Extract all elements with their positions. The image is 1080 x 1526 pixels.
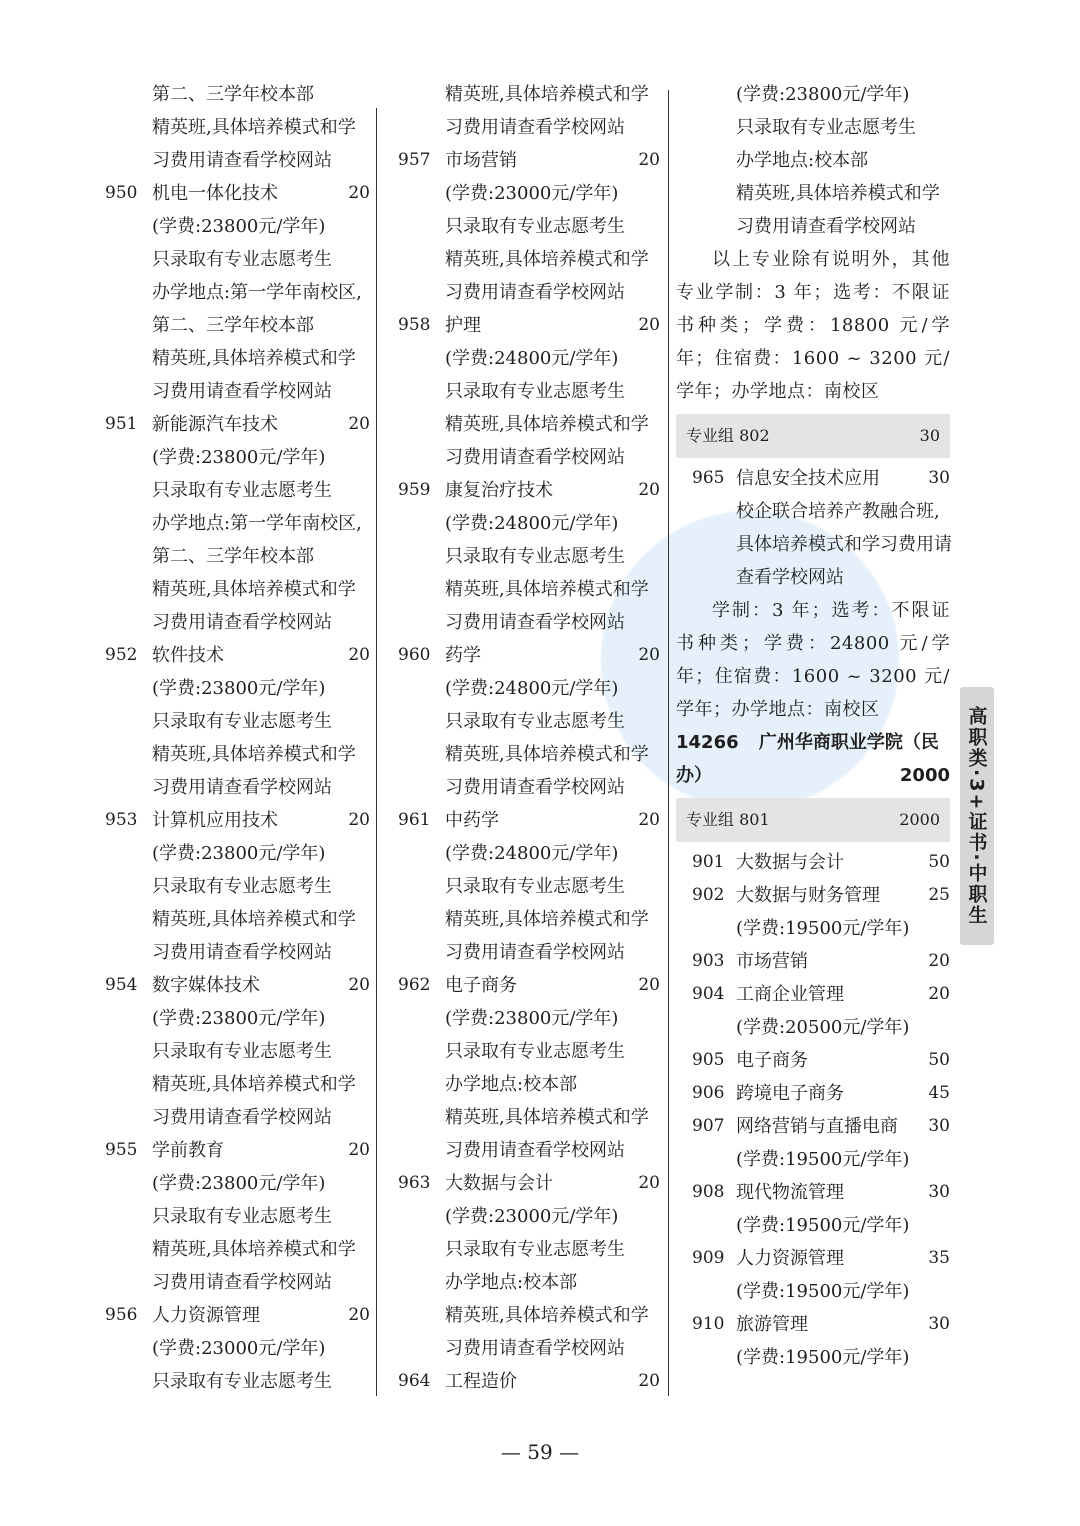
major-detail-line <box>676 528 950 561</box>
major-detail-line <box>676 1341 950 1374</box>
major-detail-line <box>676 495 950 528</box>
detail-text: 办学地点:校本部 <box>445 1272 578 1293</box>
major-name: 旅游管理 <box>736 1314 808 1335</box>
major-code: 962 <box>398 975 431 995</box>
major-detail-line <box>676 912 950 945</box>
major-detail-line <box>676 1011 950 1044</box>
major-detail-line <box>398 936 660 969</box>
major-quota: 20 <box>638 645 660 665</box>
detail-text: 精英班,具体培养模式和学 <box>152 744 356 765</box>
major-detail-line <box>398 540 660 573</box>
major-detail-line <box>398 738 660 771</box>
major-entry <box>676 846 950 879</box>
side-category-label: 高职类·3+证书·中职生 <box>965 706 988 926</box>
major-detail-line <box>398 408 660 441</box>
detail-text: 只录取有专业志愿考生 <box>152 480 332 501</box>
detail-text: 精英班,具体培养模式和学 <box>152 579 356 600</box>
major-detail-line <box>105 474 370 507</box>
major-detail-line <box>105 1233 370 1266</box>
major-entry <box>398 144 660 177</box>
detail-text: 只录取有专业志愿考生 <box>445 546 625 567</box>
detail-text: (学费:23800元/学年) <box>152 843 326 864</box>
major-detail-line <box>398 1101 660 1134</box>
detail-text: 习费用请查看学校网站 <box>445 612 625 633</box>
side-category-tab <box>960 687 994 945</box>
detail-text: (学费:23000元/学年) <box>152 1338 326 1359</box>
major-detail-line <box>398 1035 660 1068</box>
major-entry <box>105 639 370 672</box>
detail-text: (学费:23000元/学年) <box>445 1206 619 1227</box>
major-detail-line <box>398 705 660 738</box>
major-name: 机电一体化技术 <box>152 183 278 204</box>
major-detail-line <box>398 1266 660 1299</box>
column-3-top-list <box>676 78 950 243</box>
major-detail-line <box>398 210 660 243</box>
major-entry <box>676 1176 950 1209</box>
major-detail-line <box>105 903 370 936</box>
major-detail-line <box>398 1200 660 1233</box>
group-label: 专业组 801 <box>686 810 770 829</box>
major-detail-line <box>105 144 370 177</box>
major-detail-line <box>105 1332 370 1365</box>
major-code: 951 <box>105 414 138 434</box>
column-1 <box>105 78 370 1398</box>
detail-text: (学费:24800元/学年) <box>445 678 619 699</box>
detail-text: 第二、三学年校本部 <box>152 315 314 336</box>
group-quota: 30 <box>919 426 940 445</box>
major-quota: 25 <box>928 885 950 905</box>
major-name: 新能源汽车技术 <box>152 414 278 435</box>
detail-text: (学费:23800元/学年) <box>152 216 326 237</box>
major-name: 学前教育 <box>152 1140 224 1161</box>
major-code: 953 <box>105 810 138 830</box>
detail-text: (学费:23800元/学年) <box>152 1173 326 1194</box>
detail-text: 习费用请查看学校网站 <box>445 447 625 468</box>
major-detail-line <box>398 1134 660 1167</box>
major-quota: 45 <box>928 1083 950 1103</box>
note-paragraph-1: 以上专业除有说明外，其他专业学制：3 年；选考：不限证书种类；学费：18800 元/学年；住宿费：1600 ~ 3200 元/学年；办学地点：南校区 <box>676 249 950 402</box>
major-detail-line <box>398 903 660 936</box>
major-name: 药学 <box>445 645 481 666</box>
detail-text: 只录取有专业志愿考生 <box>152 876 332 897</box>
detail-text: 习费用请查看学校网站 <box>152 777 332 798</box>
major-entry <box>398 1365 660 1398</box>
major-detail-line <box>676 1275 950 1308</box>
major-entry <box>105 408 370 441</box>
detail-text: 办学地点:校本部 <box>445 1074 578 1095</box>
major-code: 909 <box>692 1248 725 1268</box>
detail-text: 查看学校网站 <box>736 567 844 588</box>
major-code: 965 <box>692 468 725 488</box>
column-3-bottom-list <box>676 846 950 1374</box>
major-entry <box>676 1242 950 1275</box>
major-detail-line <box>398 870 660 903</box>
major-quota: 30 <box>928 1314 950 1334</box>
major-code: 910 <box>692 1314 725 1334</box>
detail-text: 精英班,具体培养模式和学 <box>445 414 649 435</box>
major-entry <box>105 177 370 210</box>
major-detail-line <box>676 144 950 177</box>
major-name: 大数据与会计 <box>445 1173 553 1194</box>
major-entry <box>676 1110 950 1143</box>
detail-text: (学费:23800元/学年) <box>152 678 326 699</box>
detail-text: 习费用请查看学校网站 <box>445 942 625 963</box>
major-code: 963 <box>398 1173 431 1193</box>
major-code: 906 <box>692 1083 725 1103</box>
detail-text: 只录取有专业志愿考生 <box>445 876 625 897</box>
major-code: 902 <box>692 885 725 905</box>
major-detail-line <box>676 1209 950 1242</box>
major-detail-line <box>105 78 370 111</box>
major-name: 市场营销 <box>736 951 808 972</box>
detail-text: 只录取有专业志愿考生 <box>152 249 332 270</box>
major-detail-line <box>676 210 950 243</box>
major-detail-line <box>398 837 660 870</box>
group-quota: 2000 <box>899 810 940 829</box>
major-name: 工程造价 <box>445 1371 517 1392</box>
major-group-801 <box>676 798 950 842</box>
major-detail-line <box>398 1233 660 1266</box>
major-name: 电子商务 <box>736 1050 808 1071</box>
detail-text: 精英班,具体培养模式和学 <box>736 183 940 204</box>
major-entry <box>105 1299 370 1332</box>
major-entry <box>398 474 660 507</box>
major-detail-line <box>398 606 660 639</box>
major-name: 中药学 <box>445 810 499 831</box>
major-entry <box>105 804 370 837</box>
major-quota: 20 <box>348 975 370 995</box>
detail-text: 具体培养模式和学习费用请 <box>736 534 952 555</box>
major-code: 950 <box>105 183 138 203</box>
detail-text: 精英班,具体培养模式和学 <box>445 744 649 765</box>
major-entry <box>398 804 660 837</box>
detail-text: (学费:23000元/学年) <box>445 183 619 204</box>
major-detail-line <box>105 375 370 408</box>
major-name: 大数据与会计 <box>736 852 844 873</box>
detail-text: 只录取有专业志愿考生 <box>152 1041 332 1062</box>
major-name: 现代物流管理 <box>736 1182 844 1203</box>
major-quota: 20 <box>638 150 660 170</box>
major-detail-line <box>105 441 370 474</box>
major-name: 计算机应用技术 <box>152 810 278 831</box>
major-code: 908 <box>692 1182 725 1202</box>
major-detail-line <box>105 870 370 903</box>
major-code: 958 <box>398 315 431 335</box>
major-name: 大数据与财务管理 <box>736 885 880 906</box>
major-detail-line <box>676 78 950 111</box>
detail-text: 精英班,具体培养模式和学 <box>152 1239 356 1260</box>
column-3 <box>676 78 950 1374</box>
major-detail-line <box>676 111 950 144</box>
major-detail-line <box>105 1035 370 1068</box>
major-entry <box>398 1167 660 1200</box>
major-detail-line <box>105 1167 370 1200</box>
major-detail-line <box>398 507 660 540</box>
detail-text: (学费:24800元/学年) <box>445 513 619 534</box>
detail-text: 只录取有专业志愿考生 <box>445 216 625 237</box>
major-quota: 30 <box>928 1116 950 1136</box>
detail-text: (学费:19500元/学年) <box>736 1215 910 1236</box>
major-quota: 20 <box>928 951 950 971</box>
detail-text: 精英班,具体培养模式和学 <box>152 348 356 369</box>
major-quota: 30 <box>928 1182 950 1202</box>
major-detail-line <box>398 342 660 375</box>
major-detail-line <box>105 276 370 309</box>
page-number: — 59 — <box>500 1440 580 1464</box>
major-detail-line <box>398 441 660 474</box>
detail-text: 精英班,具体培养模式和学 <box>445 579 649 600</box>
group-label: 专业组 802 <box>686 426 770 445</box>
detail-text: 习费用请查看学校网站 <box>152 1272 332 1293</box>
detail-text: 习费用请查看学校网站 <box>445 282 625 303</box>
major-quota: 50 <box>928 1050 950 1070</box>
detail-text: 精英班,具体培养模式和学 <box>445 909 649 930</box>
major-code: 952 <box>105 645 138 665</box>
major-detail-line <box>105 243 370 276</box>
major-detail-line <box>398 276 660 309</box>
major-detail-line <box>105 837 370 870</box>
major-detail-line <box>676 561 950 594</box>
major-quota: 20 <box>638 810 660 830</box>
major-entry <box>398 969 660 1002</box>
major-code: 901 <box>692 852 725 872</box>
detail-text: 习费用请查看学校网站 <box>152 150 332 171</box>
major-name: 人力资源管理 <box>736 1248 844 1269</box>
major-code: 904 <box>692 984 725 1004</box>
major-detail-line <box>105 573 370 606</box>
detail-text: (学费:23800元/学年) <box>445 1008 619 1029</box>
major-quota: 20 <box>348 810 370 830</box>
major-detail-line <box>398 771 660 804</box>
detail-text: 只录取有专业志愿考生 <box>445 711 625 732</box>
major-detail-line <box>105 1365 370 1398</box>
major-detail-line <box>676 177 950 210</box>
detail-text: 第二、三学年校本部 <box>152 546 314 567</box>
major-quota: 20 <box>348 414 370 434</box>
major-code: 954 <box>105 975 138 995</box>
major-entry <box>398 309 660 342</box>
major-entry <box>676 879 950 912</box>
major-quota: 20 <box>638 1371 660 1391</box>
major-detail-line <box>105 1101 370 1134</box>
major-name: 护理 <box>445 315 481 336</box>
detail-text: (学费:23800元/学年) <box>736 84 910 105</box>
column-divider-right <box>668 90 669 1396</box>
major-detail-line <box>398 243 660 276</box>
detail-text: 习费用请查看学校网站 <box>445 777 625 798</box>
major-detail-line <box>105 507 370 540</box>
major-detail-line <box>105 1068 370 1101</box>
major-quota: 35 <box>928 1248 950 1268</box>
major-detail-line <box>105 1002 370 1035</box>
detail-text: 只录取有专业志愿考生 <box>736 117 916 138</box>
major-quota: 20 <box>348 1305 370 1325</box>
major-detail-line <box>676 1143 950 1176</box>
detail-text: 办学地点:第一学年南校区, <box>152 282 362 303</box>
institution-code: 14266 <box>676 732 739 753</box>
detail-text: 精英班,具体培养模式和学 <box>445 249 649 270</box>
detail-text: 精英班,具体培养模式和学 <box>152 117 356 138</box>
major-detail-line <box>105 1266 370 1299</box>
major-entry <box>105 1134 370 1167</box>
major-detail-line <box>105 210 370 243</box>
major-detail-line <box>105 540 370 573</box>
major-detail-line <box>398 375 660 408</box>
major-entry <box>676 945 950 978</box>
major-quota: 50 <box>928 852 950 872</box>
detail-text: 习费用请查看学校网站 <box>445 1140 625 1161</box>
detail-text: (学费:23800元/学年) <box>152 1008 326 1029</box>
major-quota: 30 <box>928 468 950 488</box>
major-detail-line <box>105 342 370 375</box>
major-quota: 20 <box>638 315 660 335</box>
major-code: 961 <box>398 810 431 830</box>
major-name: 信息安全技术应用 <box>736 468 880 489</box>
major-quota: 20 <box>348 183 370 203</box>
major-detail-line <box>398 672 660 705</box>
column-2 <box>398 78 660 1398</box>
major-name: 电子商务 <box>445 975 517 996</box>
detail-text: 精英班,具体培养模式和学 <box>152 1074 356 1095</box>
major-name: 市场营销 <box>445 150 517 171</box>
major-quota: 20 <box>348 645 370 665</box>
detail-text: 只录取有专业志愿考生 <box>152 711 332 732</box>
major-code: 903 <box>692 951 725 971</box>
major-name: 跨境电子商务 <box>736 1083 844 1104</box>
major-detail-line <box>398 1002 660 1035</box>
detail-text: 第二、三学年校本部 <box>152 84 314 105</box>
major-name: 网络营销与直播电商 <box>736 1116 898 1137</box>
detail-text: 习费用请查看学校网站 <box>152 381 332 402</box>
major-code: 959 <box>398 480 431 500</box>
detail-text: 办学地点:校本部 <box>736 150 869 171</box>
detail-text: (学费:19500元/学年) <box>736 1347 910 1368</box>
major-detail-line <box>105 738 370 771</box>
major-quota: 20 <box>638 975 660 995</box>
major-code: 956 <box>105 1305 138 1325</box>
major-code: 905 <box>692 1050 725 1070</box>
detail-text: (学费:19500元/学年) <box>736 1281 910 1302</box>
detail-text: 校企联合培养产教融合班, <box>736 501 940 522</box>
major-code: 955 <box>105 1140 138 1160</box>
major-name: 软件技术 <box>152 645 224 666</box>
detail-text: 习费用请查看学校网站 <box>445 117 625 138</box>
major-entry <box>398 639 660 672</box>
column-divider-left <box>376 108 377 1396</box>
major-group-802 <box>676 414 950 458</box>
major-entry <box>676 1044 950 1077</box>
major-quota: 20 <box>348 1140 370 1160</box>
major-code: 960 <box>398 645 431 665</box>
major-quota: 20 <box>928 984 950 1004</box>
major-detail-line <box>105 771 370 804</box>
detail-text: (学费:23800元/学年) <box>152 447 326 468</box>
major-code: 964 <box>398 1371 431 1391</box>
major-detail-line <box>398 573 660 606</box>
major-detail-line <box>105 111 370 144</box>
detail-text: 习费用请查看学校网站 <box>152 942 332 963</box>
note-paragraph-2: 学制：3 年；选考：不限证书种类；学费：24800 元/学年；住宿费：1600 ~ 3200 元/学年；办学地点：南校区 <box>676 600 950 720</box>
detail-text: 只录取有专业志愿考生 <box>445 1041 625 1062</box>
major-detail-line <box>105 309 370 342</box>
major-detail-line <box>105 1200 370 1233</box>
major-name: 数字媒体技术 <box>152 975 260 996</box>
major-entry <box>105 969 370 1002</box>
column-3-mid-list <box>676 462 950 594</box>
major-quota: 20 <box>638 480 660 500</box>
detail-text: (学费:20500元/学年) <box>736 1017 910 1038</box>
major-detail-line <box>398 111 660 144</box>
major-detail-line <box>398 1068 660 1101</box>
institution-name: 广州华商职业学院（民办） <box>676 732 939 786</box>
detail-text: 精英班,具体培养模式和学 <box>445 84 649 105</box>
detail-text: 习费用请查看学校网站 <box>736 216 916 237</box>
detail-text: 只录取有专业志愿考生 <box>152 1206 332 1227</box>
detail-text: 只录取有专业志愿考生 <box>445 1239 625 1260</box>
major-name: 人力资源管理 <box>152 1305 260 1326</box>
major-entry <box>676 978 950 1011</box>
detail-text: 只录取有专业志愿考生 <box>445 381 625 402</box>
detail-text: 只录取有专业志愿考生 <box>152 1371 332 1392</box>
major-entry <box>676 1308 950 1341</box>
major-code: 957 <box>398 150 431 170</box>
major-detail-line <box>398 177 660 210</box>
major-code: 907 <box>692 1116 725 1136</box>
major-detail-line <box>398 1332 660 1365</box>
major-entry <box>676 462 950 495</box>
major-name: 工商企业管理 <box>736 984 844 1005</box>
detail-text: 习费用请查看学校网站 <box>445 1338 625 1359</box>
major-detail-line <box>105 705 370 738</box>
institution-quota: 2000 <box>899 765 950 786</box>
detail-text: (学费:24800元/学年) <box>445 348 619 369</box>
major-entry <box>676 1077 950 1110</box>
detail-text: 精英班,具体培养模式和学 <box>445 1305 649 1326</box>
major-detail-line <box>398 1299 660 1332</box>
detail-text: (学费:19500元/学年) <box>736 918 910 939</box>
major-name: 康复治疗技术 <box>445 480 553 501</box>
detail-text: 办学地点:第一学年南校区, <box>152 513 362 534</box>
major-quota: 20 <box>638 1173 660 1193</box>
detail-text: (学费:24800元/学年) <box>445 843 619 864</box>
major-detail-line <box>105 606 370 639</box>
detail-text: (学费:19500元/学年) <box>736 1149 910 1170</box>
major-detail-line <box>105 936 370 969</box>
detail-text: 精英班,具体培养模式和学 <box>445 1107 649 1128</box>
major-detail-line <box>398 78 660 111</box>
detail-text: 精英班,具体培养模式和学 <box>152 909 356 930</box>
major-detail-line <box>105 672 370 705</box>
detail-text: 习费用请查看学校网站 <box>152 1107 332 1128</box>
detail-text: 习费用请查看学校网站 <box>152 612 332 633</box>
